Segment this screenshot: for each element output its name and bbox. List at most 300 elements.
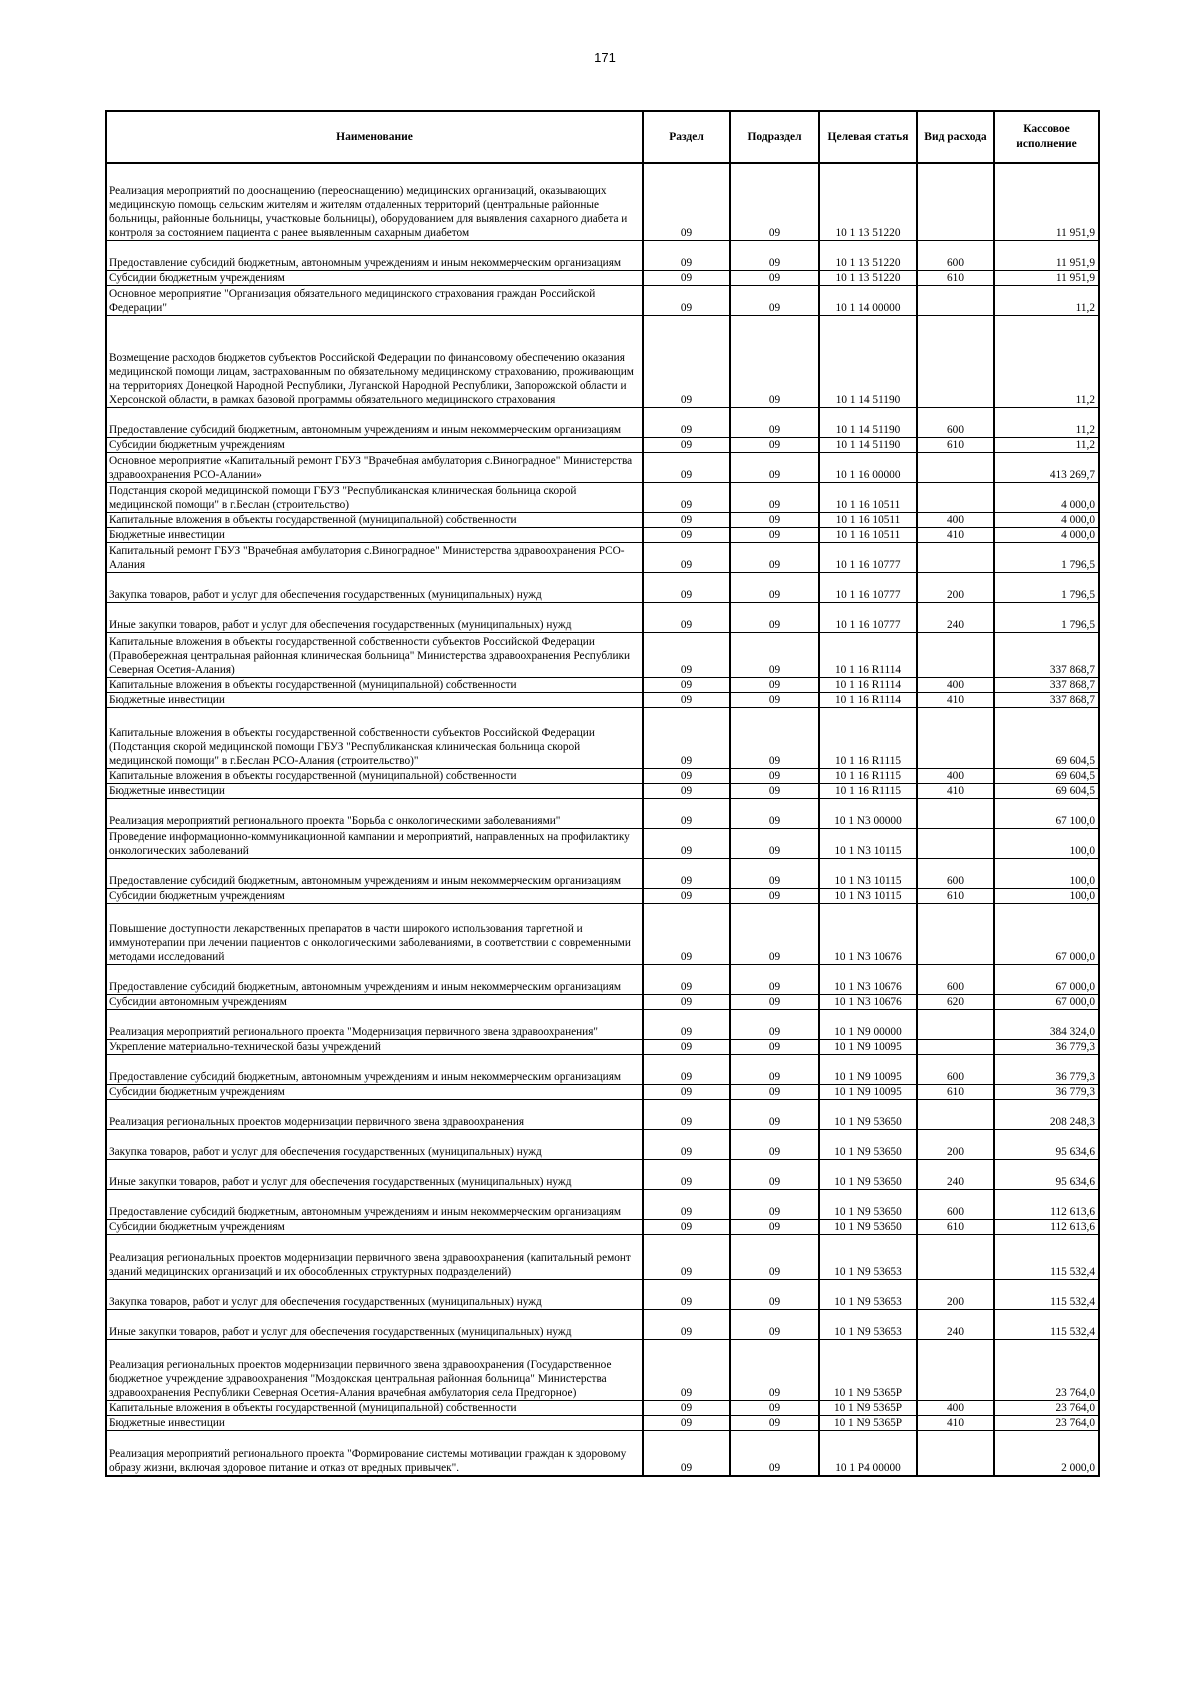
table-row: [106, 1219, 1099, 1234]
row-subsection: 09: [730, 452, 819, 482]
table-row: [106, 1415, 1099, 1430]
table-row: [106, 903, 1099, 964]
row-subsection: 09: [730, 315, 819, 407]
row-expense-type: [917, 315, 994, 407]
header-section: Раздел: [643, 111, 730, 163]
row-section: 09: [643, 1129, 730, 1159]
row-expense-type: 400: [917, 768, 994, 783]
row-section: 09: [643, 270, 730, 285]
row-expense-type: 600: [917, 240, 994, 270]
row-target-article: 10 1 N3 10676: [819, 903, 917, 964]
row-subsection: 09: [730, 1219, 819, 1234]
row-cash-execution: 11 951,9: [994, 270, 1099, 285]
row-subsection: 09: [730, 888, 819, 903]
table-row: [106, 707, 1099, 768]
row-name: Предоставление субсидий бюджетным, автономным учреждениям и иным некоммерческим организациям: [106, 1054, 643, 1084]
row-subsection: 09: [730, 1309, 819, 1339]
row-subsection: 09: [730, 285, 819, 315]
row-cash-execution: 337 868,7: [994, 677, 1099, 692]
row-name: Иные закупки товаров, работ и услуг для обеспечения государственных (муниципальных) нужд: [106, 602, 643, 632]
row-name: Субсидии автономным учреждениям: [106, 994, 643, 1009]
row-expense-type: 200: [917, 1279, 994, 1309]
row-section: 09: [643, 1159, 730, 1189]
row-name: Иные закупки товаров, работ и услуг для обеспечения государственных (муниципальных) нужд: [106, 1309, 643, 1339]
row-cash-execution: 95 634,6: [994, 1129, 1099, 1159]
table-row: [106, 828, 1099, 858]
row-name: Субсидии бюджетным учреждениям: [106, 437, 643, 452]
row-name: Субсидии бюджетным учреждениям: [106, 1219, 643, 1234]
row-target-article: 10 1 N3 00000: [819, 798, 917, 828]
row-cash-execution: 100,0: [994, 828, 1099, 858]
row-cash-execution: 67 000,0: [994, 903, 1099, 964]
row-expense-type: [917, 285, 994, 315]
table-row: [106, 572, 1099, 602]
row-cash-execution: 1 796,5: [994, 542, 1099, 572]
row-subsection: 09: [730, 602, 819, 632]
row-target-article: 10 1 N9 53653: [819, 1309, 917, 1339]
row-subsection: 09: [730, 163, 819, 240]
row-cash-execution: 115 532,4: [994, 1279, 1099, 1309]
row-section: 09: [643, 512, 730, 527]
row-target-article: 10 1 N3 10115: [819, 828, 917, 858]
row-target-article: 10 1 N9 00000: [819, 1009, 917, 1039]
row-target-article: 10 1 N9 53653: [819, 1279, 917, 1309]
row-cash-execution: 36 779,3: [994, 1054, 1099, 1084]
row-expense-type: [917, 163, 994, 240]
row-target-article: 10 1 N9 53650: [819, 1099, 917, 1129]
row-cash-execution: 69 604,5: [994, 768, 1099, 783]
row-expense-type: 410: [917, 1415, 994, 1430]
table-row: [106, 1009, 1099, 1039]
row-expense-type: [917, 707, 994, 768]
row-cash-execution: 36 779,3: [994, 1039, 1099, 1054]
row-cash-execution: 4 000,0: [994, 527, 1099, 542]
row-target-article: 10 1 N3 10676: [819, 994, 917, 1009]
row-cash-execution: 69 604,5: [994, 707, 1099, 768]
row-cash-execution: 67 000,0: [994, 964, 1099, 994]
table-row: [106, 602, 1099, 632]
row-section: 09: [643, 1279, 730, 1309]
row-subsection: 09: [730, 407, 819, 437]
table-row: [106, 1189, 1099, 1219]
row-expense-type: [917, 828, 994, 858]
row-cash-execution: 384 324,0: [994, 1009, 1099, 1039]
row-name: Укрепление материально-технической базы учреждений: [106, 1039, 643, 1054]
row-section: 09: [643, 1099, 730, 1129]
row-cash-execution: 100,0: [994, 888, 1099, 903]
row-subsection: 09: [730, 240, 819, 270]
row-subsection: 09: [730, 1234, 819, 1279]
row-target-article: 10 1 16 10511: [819, 527, 917, 542]
table-row: [106, 1129, 1099, 1159]
row-target-article: 10 1 N9 53650: [819, 1219, 917, 1234]
table-row: [106, 240, 1099, 270]
table-row: [106, 677, 1099, 692]
row-cash-execution: 4 000,0: [994, 482, 1099, 512]
row-section: 09: [643, 452, 730, 482]
table-row: [106, 482, 1099, 512]
row-target-article: 10 1 N9 10095: [819, 1039, 917, 1054]
row-section: 09: [643, 315, 730, 407]
row-name: Реализация мероприятий регионального проекта "Борьба с онкологическими заболеваниями": [106, 798, 643, 828]
row-section: 09: [643, 285, 730, 315]
row-expense-type: [917, 1339, 994, 1400]
row-section: 09: [643, 572, 730, 602]
row-section: 09: [643, 1430, 730, 1476]
row-cash-execution: 208 248,3: [994, 1099, 1099, 1129]
row-section: 09: [643, 1054, 730, 1084]
row-cash-execution: 11,2: [994, 407, 1099, 437]
row-subsection: 09: [730, 964, 819, 994]
table-row: [106, 315, 1099, 407]
row-expense-type: [917, 482, 994, 512]
row-section: 09: [643, 1415, 730, 1430]
row-section: 09: [643, 1039, 730, 1054]
row-expense-type: 600: [917, 964, 994, 994]
table-row: [106, 452, 1099, 482]
row-expense-type: 200: [917, 1129, 994, 1159]
table-row: [106, 1084, 1099, 1099]
row-name: Повышение доступности лекарственных препаратов в части широкого использования таргетной и иммунотерапии при лечении пациентов с онкологическими заболеваниями, в соответствии с современными методами исследований: [106, 903, 643, 964]
row-expense-type: [917, 903, 994, 964]
row-name: Реализация мероприятий регионального проекта "Модернизация первичного звена здравоохранения": [106, 1009, 643, 1039]
header-name: Наименование: [106, 111, 643, 163]
row-expense-type: 610: [917, 888, 994, 903]
row-target-article: 10 1 N9 53650: [819, 1159, 917, 1189]
row-target-article: 10 1 14 51190: [819, 407, 917, 437]
page-number: 171: [594, 50, 616, 65]
table-row: [106, 1234, 1099, 1279]
row-name: Субсидии бюджетным учреждениям: [106, 888, 643, 903]
row-section: 09: [643, 994, 730, 1009]
row-target-article: 10 1 13 51220: [819, 240, 917, 270]
row-name: Основное мероприятие «Капитальный ремонт ГБУЗ "Врачебная амбулатория с.Виноградное" Министерства здравоохранения РСО-Алании»: [106, 452, 643, 482]
row-target-article: 10 1 16 R1115: [819, 783, 917, 798]
row-subsection: 09: [730, 692, 819, 707]
row-target-article: 10 1 13 51220: [819, 163, 917, 240]
row-subsection: 09: [730, 858, 819, 888]
table-row: [106, 1279, 1099, 1309]
row-name: Капитальные вложения в объекты государственной (муниципальной) собственности: [106, 768, 643, 783]
row-name: Основное мероприятие "Организация обязательного медицинского страхования граждан Российской Федерации": [106, 285, 643, 315]
row-cash-execution: 11,2: [994, 315, 1099, 407]
row-subsection: 09: [730, 1339, 819, 1400]
table-row: [106, 285, 1099, 315]
table-row: [106, 1099, 1099, 1129]
row-subsection: 09: [730, 1129, 819, 1159]
row-subsection: 09: [730, 270, 819, 285]
row-section: 09: [643, 163, 730, 240]
row-expense-type: 240: [917, 1159, 994, 1189]
row-cash-execution: 23 764,0: [994, 1415, 1099, 1430]
table-row: [106, 632, 1099, 677]
table-row: [106, 512, 1099, 527]
row-name: Капитальные вложения в объекты государственной собственности субъектов Российской Федерации (Подстанция скорой медицинской помощи ГБУЗ "Республиканская клиническая больница скорой медицинской помощи" в г.Беслан РСО-Алания (строительство)": [106, 707, 643, 768]
table-row: [106, 1430, 1099, 1476]
row-cash-execution: 23 764,0: [994, 1339, 1099, 1400]
row-expense-type: [917, 1234, 994, 1279]
row-expense-type: [917, 1430, 994, 1476]
table-row: [106, 527, 1099, 542]
table-row: [106, 1159, 1099, 1189]
row-section: 09: [643, 482, 730, 512]
row-name: Субсидии бюджетным учреждениям: [106, 270, 643, 285]
row-expense-type: 600: [917, 1054, 994, 1084]
row-subsection: 09: [730, 572, 819, 602]
row-name: Бюджетные инвестиции: [106, 692, 643, 707]
table-body: [106, 163, 1099, 1476]
table-row: [106, 270, 1099, 285]
table-row: [106, 692, 1099, 707]
row-name: Проведение информационно-коммуникационной кампании и мероприятий, направленных на профилактику онкологических заболеваний: [106, 828, 643, 858]
row-section: 09: [643, 437, 730, 452]
row-subsection: 09: [730, 527, 819, 542]
row-expense-type: 400: [917, 1400, 994, 1415]
row-section: 09: [643, 1309, 730, 1339]
row-subsection: 09: [730, 542, 819, 572]
row-cash-execution: 112 613,6: [994, 1189, 1099, 1219]
row-section: 09: [643, 1189, 730, 1219]
row-subsection: 09: [730, 1159, 819, 1189]
row-name: Реализация региональных проектов модернизации первичного звена здравоохранения (Государственное бюджетное учреждение здравоохранения "Моздокская центральная районная больница" Министерства здравоохранения Республики Северная Осетия-Алания врачебная амбулатория села Предгорное): [106, 1339, 643, 1400]
row-cash-execution: 115 532,4: [994, 1234, 1099, 1279]
row-subsection: 09: [730, 437, 819, 452]
row-section: 09: [643, 692, 730, 707]
row-section: 09: [643, 542, 730, 572]
table-row: [106, 858, 1099, 888]
row-cash-execution: 11,2: [994, 285, 1099, 315]
row-section: 09: [643, 1400, 730, 1415]
row-subsection: 09: [730, 783, 819, 798]
row-expense-type: 620: [917, 994, 994, 1009]
row-section: 09: [643, 1009, 730, 1039]
row-section: 09: [643, 858, 730, 888]
row-target-article: 10 1 16 R1114: [819, 692, 917, 707]
row-name: Капитальный ремонт ГБУЗ "Врачебная амбулатория с.Виноградное" Министерства здравоохранения РСО-Алания: [106, 542, 643, 572]
row-subsection: 09: [730, 1099, 819, 1129]
row-section: 09: [643, 1339, 730, 1400]
row-target-article: 10 1 N3 10676: [819, 964, 917, 994]
row-cash-execution: 95 634,6: [994, 1159, 1099, 1189]
table-row: [106, 163, 1099, 240]
row-target-article: 10 1 16 10777: [819, 542, 917, 572]
row-name: Капитальные вложения в объекты государственной (муниципальной) собственности: [106, 677, 643, 692]
row-target-article: 10 1 N9 5365P: [819, 1400, 917, 1415]
row-cash-execution: 69 604,5: [994, 783, 1099, 798]
row-cash-execution: 1 796,5: [994, 572, 1099, 602]
row-expense-type: [917, 1009, 994, 1039]
row-subsection: 09: [730, 707, 819, 768]
table-row: [106, 1054, 1099, 1084]
row-cash-execution: 1 796,5: [994, 602, 1099, 632]
row-cash-execution: 67 100,0: [994, 798, 1099, 828]
row-target-article: 10 1 N3 10115: [819, 858, 917, 888]
row-name: Предоставление субсидий бюджетным, автономным учреждениям и иным некоммерческим организациям: [106, 858, 643, 888]
row-name: Капитальные вложения в объекты государственной (муниципальной) собственности: [106, 1400, 643, 1415]
row-cash-execution: 2 000,0: [994, 1430, 1099, 1476]
row-section: 09: [643, 964, 730, 994]
row-expense-type: 610: [917, 1084, 994, 1099]
row-section: 09: [643, 828, 730, 858]
row-expense-type: 610: [917, 1219, 994, 1234]
row-cash-execution: 67 000,0: [994, 994, 1099, 1009]
row-name: Предоставление субсидий бюджетным, автономным учреждениям и иным некоммерческим организациям: [106, 407, 643, 437]
row-target-article: 10 1 N9 53650: [819, 1189, 917, 1219]
row-target-article: 10 1 16 10511: [819, 512, 917, 527]
table-row: [106, 994, 1099, 1009]
row-target-article: 10 1 N9 5365P: [819, 1415, 917, 1430]
table-row: [106, 1339, 1099, 1400]
table-row: [106, 437, 1099, 452]
row-target-article: 10 1 16 R1115: [819, 768, 917, 783]
row-subsection: 09: [730, 1279, 819, 1309]
row-subsection: 09: [730, 1054, 819, 1084]
row-target-article: 10 1 N9 10095: [819, 1054, 917, 1084]
row-name: Закупка товаров, работ и услуг для обеспечения государственных (муниципальных) нужд: [106, 572, 643, 602]
row-target-article: 10 1 14 51190: [819, 437, 917, 452]
row-cash-execution: 4 000,0: [994, 512, 1099, 527]
row-subsection: 09: [730, 768, 819, 783]
row-section: 09: [643, 240, 730, 270]
row-cash-execution: 413 269,7: [994, 452, 1099, 482]
table-header: [106, 111, 1099, 163]
row-name: Реализация региональных проектов модернизации первичного звена здравоохранения: [106, 1099, 643, 1129]
table-row: [106, 964, 1099, 994]
row-subsection: 09: [730, 1400, 819, 1415]
row-section: 09: [643, 707, 730, 768]
table-row: [106, 798, 1099, 828]
row-subsection: 09: [730, 994, 819, 1009]
row-section: 09: [643, 1219, 730, 1234]
row-expense-type: 400: [917, 677, 994, 692]
header-cash-execution: Кассовое исполнение: [994, 111, 1099, 163]
row-name: Закупка товаров, работ и услуг для обеспечения государственных (муниципальных) нужд: [106, 1279, 643, 1309]
row-cash-execution: 36 779,3: [994, 1084, 1099, 1099]
row-name: Реализация мероприятий по дооснащению (переоснащению) медицинских организаций, оказывающих медицинскую помощь сельским жителям и жителям отдаленных территорий (центральные районные больницы, районные больницы, участковые больницы), оборудованием для выявления сахарного диабета и контроля за состоянием пациента с ранее выявленным сахарным диабетом: [106, 163, 643, 240]
row-expense-type: [917, 1039, 994, 1054]
row-expense-type: [917, 452, 994, 482]
row-name: Реализация мероприятий регионального проекта "Формирование системы мотивации граждан к здоровому образу жизни, включая здоровое питание и отказ от вредных привычек".: [106, 1430, 643, 1476]
row-target-article: 10 1 13 51220: [819, 270, 917, 285]
row-name: Иные закупки товаров, работ и услуг для обеспечения государственных (муниципальных) нужд: [106, 1159, 643, 1189]
row-name: Субсидии бюджетным учреждениям: [106, 1084, 643, 1099]
row-section: 09: [643, 888, 730, 903]
row-subsection: 09: [730, 798, 819, 828]
row-subsection: 09: [730, 482, 819, 512]
row-section: 09: [643, 903, 730, 964]
row-subsection: 09: [730, 632, 819, 677]
row-name: Капитальные вложения в объекты государственной собственности субъектов Российской Федерации (Правобережная центральная районная клиническая больница" Министерства здравоохранения Республики Северная Осетия-Алания): [106, 632, 643, 677]
row-name: Подстанция скорой медицинской помощи ГБУЗ "Республиканская клиническая больница скорой медицинской помощи" в г.Беслан (строительство): [106, 482, 643, 512]
row-target-article: 10 1 N9 10095: [819, 1084, 917, 1099]
row-expense-type: [917, 798, 994, 828]
row-cash-execution: 100,0: [994, 858, 1099, 888]
row-expense-type: 410: [917, 783, 994, 798]
row-expense-type: 600: [917, 1189, 994, 1219]
row-subsection: 09: [730, 1415, 819, 1430]
row-target-article: 10 1 14 00000: [819, 285, 917, 315]
row-expense-type: 410: [917, 527, 994, 542]
row-expense-type: [917, 632, 994, 677]
row-expense-type: 200: [917, 572, 994, 602]
budget-execution-table: [105, 110, 1100, 1477]
row-expense-type: 240: [917, 1309, 994, 1339]
row-name: Капитальные вложения в объекты государственной (муниципальной) собственности: [106, 512, 643, 527]
row-section: 09: [643, 602, 730, 632]
row-cash-execution: 23 764,0: [994, 1400, 1099, 1415]
row-subsection: 09: [730, 1084, 819, 1099]
row-expense-type: 600: [917, 858, 994, 888]
row-section: 09: [643, 527, 730, 542]
row-cash-execution: 115 532,4: [994, 1309, 1099, 1339]
row-target-article: 10 1 14 51190: [819, 315, 917, 407]
row-section: 09: [643, 783, 730, 798]
row-expense-type: 240: [917, 602, 994, 632]
row-target-article: 10 1 N3 10115: [819, 888, 917, 903]
row-target-article: 10 1 16 00000: [819, 452, 917, 482]
row-target-article: 10 1 16 R1114: [819, 677, 917, 692]
row-expense-type: [917, 1099, 994, 1129]
row-section: 09: [643, 1084, 730, 1099]
header-expense-type: Вид расхода: [917, 111, 994, 163]
row-cash-execution: 337 868,7: [994, 692, 1099, 707]
row-target-article: 10 1 N9 53653: [819, 1234, 917, 1279]
row-section: 09: [643, 1234, 730, 1279]
row-cash-execution: 11 951,9: [994, 163, 1099, 240]
table-row: [106, 407, 1099, 437]
header-row: [106, 111, 1099, 163]
table-row: [106, 1309, 1099, 1339]
row-cash-execution: 337 868,7: [994, 632, 1099, 677]
row-subsection: 09: [730, 903, 819, 964]
row-target-article: 10 1 N9 53650: [819, 1129, 917, 1159]
row-subsection: 09: [730, 1189, 819, 1219]
table-row: [106, 542, 1099, 572]
row-subsection: 09: [730, 1430, 819, 1476]
row-name: Предоставление субсидий бюджетным, автономным учреждениям и иным некоммерческим организациям: [106, 964, 643, 994]
row-section: 09: [643, 798, 730, 828]
row-name: Закупка товаров, работ и услуг для обеспечения государственных (муниципальных) нужд: [106, 1129, 643, 1159]
row-section: 09: [643, 407, 730, 437]
row-name: Предоставление субсидий бюджетным, автономным учреждениям и иным некоммерческим организациям: [106, 1189, 643, 1219]
row-target-article: 10 1 16 10777: [819, 572, 917, 602]
row-subsection: 09: [730, 1009, 819, 1039]
row-subsection: 09: [730, 512, 819, 527]
table-row: [106, 783, 1099, 798]
row-expense-type: 410: [917, 692, 994, 707]
row-section: 09: [643, 677, 730, 692]
row-expense-type: [917, 542, 994, 572]
row-name: Бюджетные инвестиции: [106, 1415, 643, 1430]
row-name: Возмещение расходов бюджетов субъектов Российской Федерации по финансовому обеспечению оказания медицинской помощи лицам, застрахованным по обязательному медицинскому страхованию, проживающим на территориях Донецкой Народной Республики, Луганской Народной Республики, Запорожской области и Херсонской области, в рамках базовой программы обязательного медицинского страхования: [106, 315, 643, 407]
header-subsection: Подраздел: [730, 111, 819, 163]
row-cash-execution: 112 613,6: [994, 1219, 1099, 1234]
row-name: Предоставление субсидий бюджетным, автономным учреждениям и иным некоммерческим организациям: [106, 240, 643, 270]
header-target-article: Целевая статья: [819, 111, 917, 163]
table-row: [106, 888, 1099, 903]
row-name: Реализация региональных проектов модернизации первичного звена здравоохранения (капитальный ремонт зданий медицинских организаций и их обособленных структурных подразделений): [106, 1234, 643, 1279]
row-target-article: 10 1 N9 5365P: [819, 1339, 917, 1400]
row-target-article: 10 1 P4 00000: [819, 1430, 917, 1476]
row-target-article: 10 1 16 R1115: [819, 707, 917, 768]
row-expense-type: 610: [917, 437, 994, 452]
row-subsection: 09: [730, 1039, 819, 1054]
table-row: [106, 1039, 1099, 1054]
row-cash-execution: 11,2: [994, 437, 1099, 452]
row-section: 09: [643, 632, 730, 677]
row-cash-execution: 11 951,9: [994, 240, 1099, 270]
row-name: Бюджетные инвестиции: [106, 527, 643, 542]
